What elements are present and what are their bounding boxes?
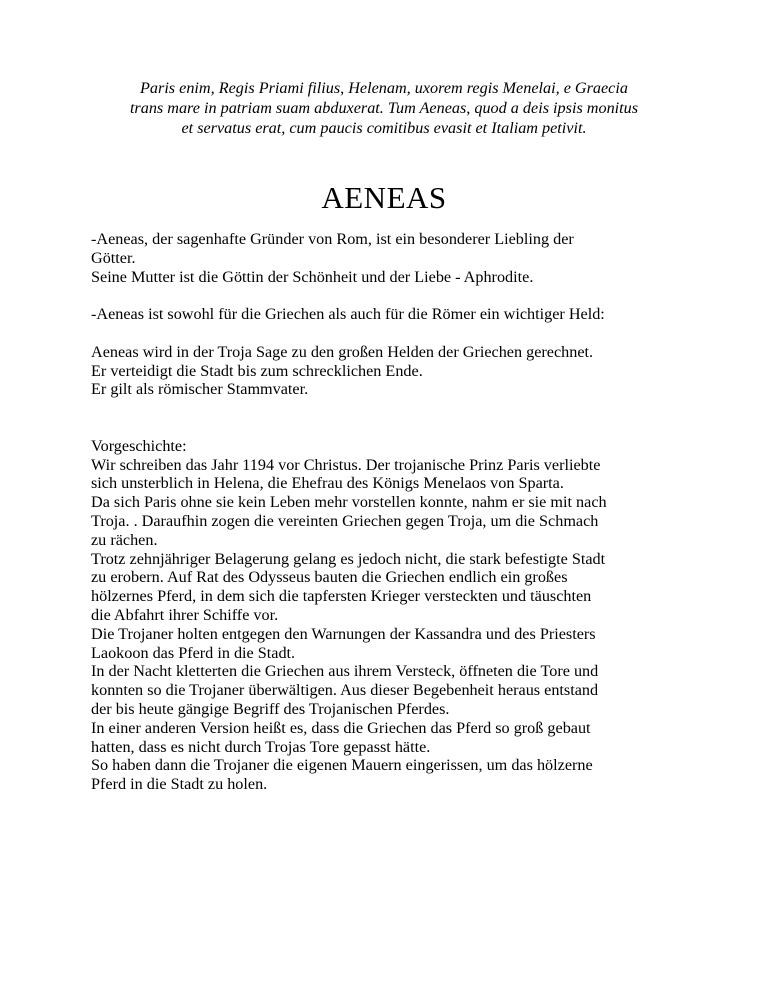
document-title: AENEAS bbox=[321, 180, 447, 215]
body-line: Seine Mutter ist die Göttin der Schönheit und der Liebe - Aphrodite. bbox=[91, 267, 534, 286]
document-body bbox=[91, 230, 691, 794]
blank-line bbox=[91, 418, 691, 437]
body-line: In einer anderen Version heißt es, dass die Griechen das Pferd so groß gebaut bbox=[91, 718, 591, 737]
body-line: die Abfahrt ihrer Schiffe vor. bbox=[91, 605, 279, 624]
body-line: So haben dann die Trojaner die eigenen Mauern eingerissen, um das hölzerne bbox=[91, 756, 593, 775]
blank-line bbox=[91, 286, 691, 305]
body-line: -Aeneas, der sagenhafte Gründer von Rom, ist ein besonderer Liebling der bbox=[91, 230, 574, 248]
body-line: Laokoon das Pferd in die Stadt. bbox=[91, 643, 296, 662]
latin-epigraph bbox=[80, 78, 688, 138]
epigraph-line: trans mare in patriam suam abduxerat. Tum Aeneas, quod a deis ipsis monitus bbox=[129, 99, 639, 117]
body-line: hölzernes Pferd, in dem sich die tapfersten Krieger versteckten und täuschten bbox=[91, 587, 592, 606]
blank-line bbox=[91, 399, 691, 418]
body-line: der bis heute gängige Begriff des Trojanischen Pferdes. bbox=[91, 699, 450, 718]
epigraph-line: et servatus erat, cum paucis comitibus evasit et Italiam petivit. bbox=[181, 119, 587, 137]
body-line: Wir schreiben das Jahr 1194 vor Christus. Der trojanische Prinz Paris verliebte bbox=[91, 455, 601, 474]
epigraph-line: Paris enim, Regis Priami filius, Helenam, uxorem regis Menelai, e Graecia bbox=[140, 79, 628, 97]
body-line: hatten, dass es nicht durch Trojas Tore gepasst hätte. bbox=[91, 737, 431, 756]
blank-line bbox=[91, 324, 691, 343]
body-line: Götter. bbox=[91, 248, 136, 267]
body-line: zu rächen. bbox=[91, 530, 158, 549]
body-line: Da sich Paris ohne sie kein Leben mehr vorstellen konnte, nahm er sie mit nach bbox=[91, 493, 607, 512]
body-line: Aeneas wird in der Troja Sage zu den großen Helden der Griechen gerechnet. bbox=[91, 342, 594, 361]
body-line: konnten so die Trojaner überwältigen. Aus dieser Begebenheit heraus entstand bbox=[91, 681, 599, 700]
body-line: Troja. . Daraufhin zogen die vereinten Griechen gegen Troja, um die Schmach bbox=[91, 511, 599, 530]
body-line: Die Trojaner holten entgegen den Warnungen der Kassandra und des Priesters bbox=[91, 624, 596, 643]
body-line: -Aeneas ist sowohl für die Griechen als auch für die Römer ein wichtiger Held: bbox=[91, 305, 605, 324]
body-line: Trotz zehnjähriger Belagerung gelang es jedoch nicht, die stark befestigte Stadt bbox=[91, 549, 606, 568]
body-line: In der Nacht kletterten die Griechen aus ihrem Versteck, öffneten die Tore und bbox=[91, 662, 599, 681]
section-heading: Vorgeschichte: bbox=[91, 436, 187, 455]
body-line: zu erobern. Auf Rat des Odysseus bauten die Griechen endlich ein großes bbox=[91, 568, 568, 587]
body-line: Er gilt als römischer Stammvater. bbox=[91, 380, 309, 399]
body-line: Er verteidigt die Stadt bis zum schrecklichen Ende. bbox=[91, 361, 423, 380]
body-line: sich unsterblich in Helena, die Ehefrau des Königs Menelaos von Sparta. bbox=[91, 474, 564, 493]
body-line: Pferd in die Stadt zu holen. bbox=[91, 775, 268, 794]
